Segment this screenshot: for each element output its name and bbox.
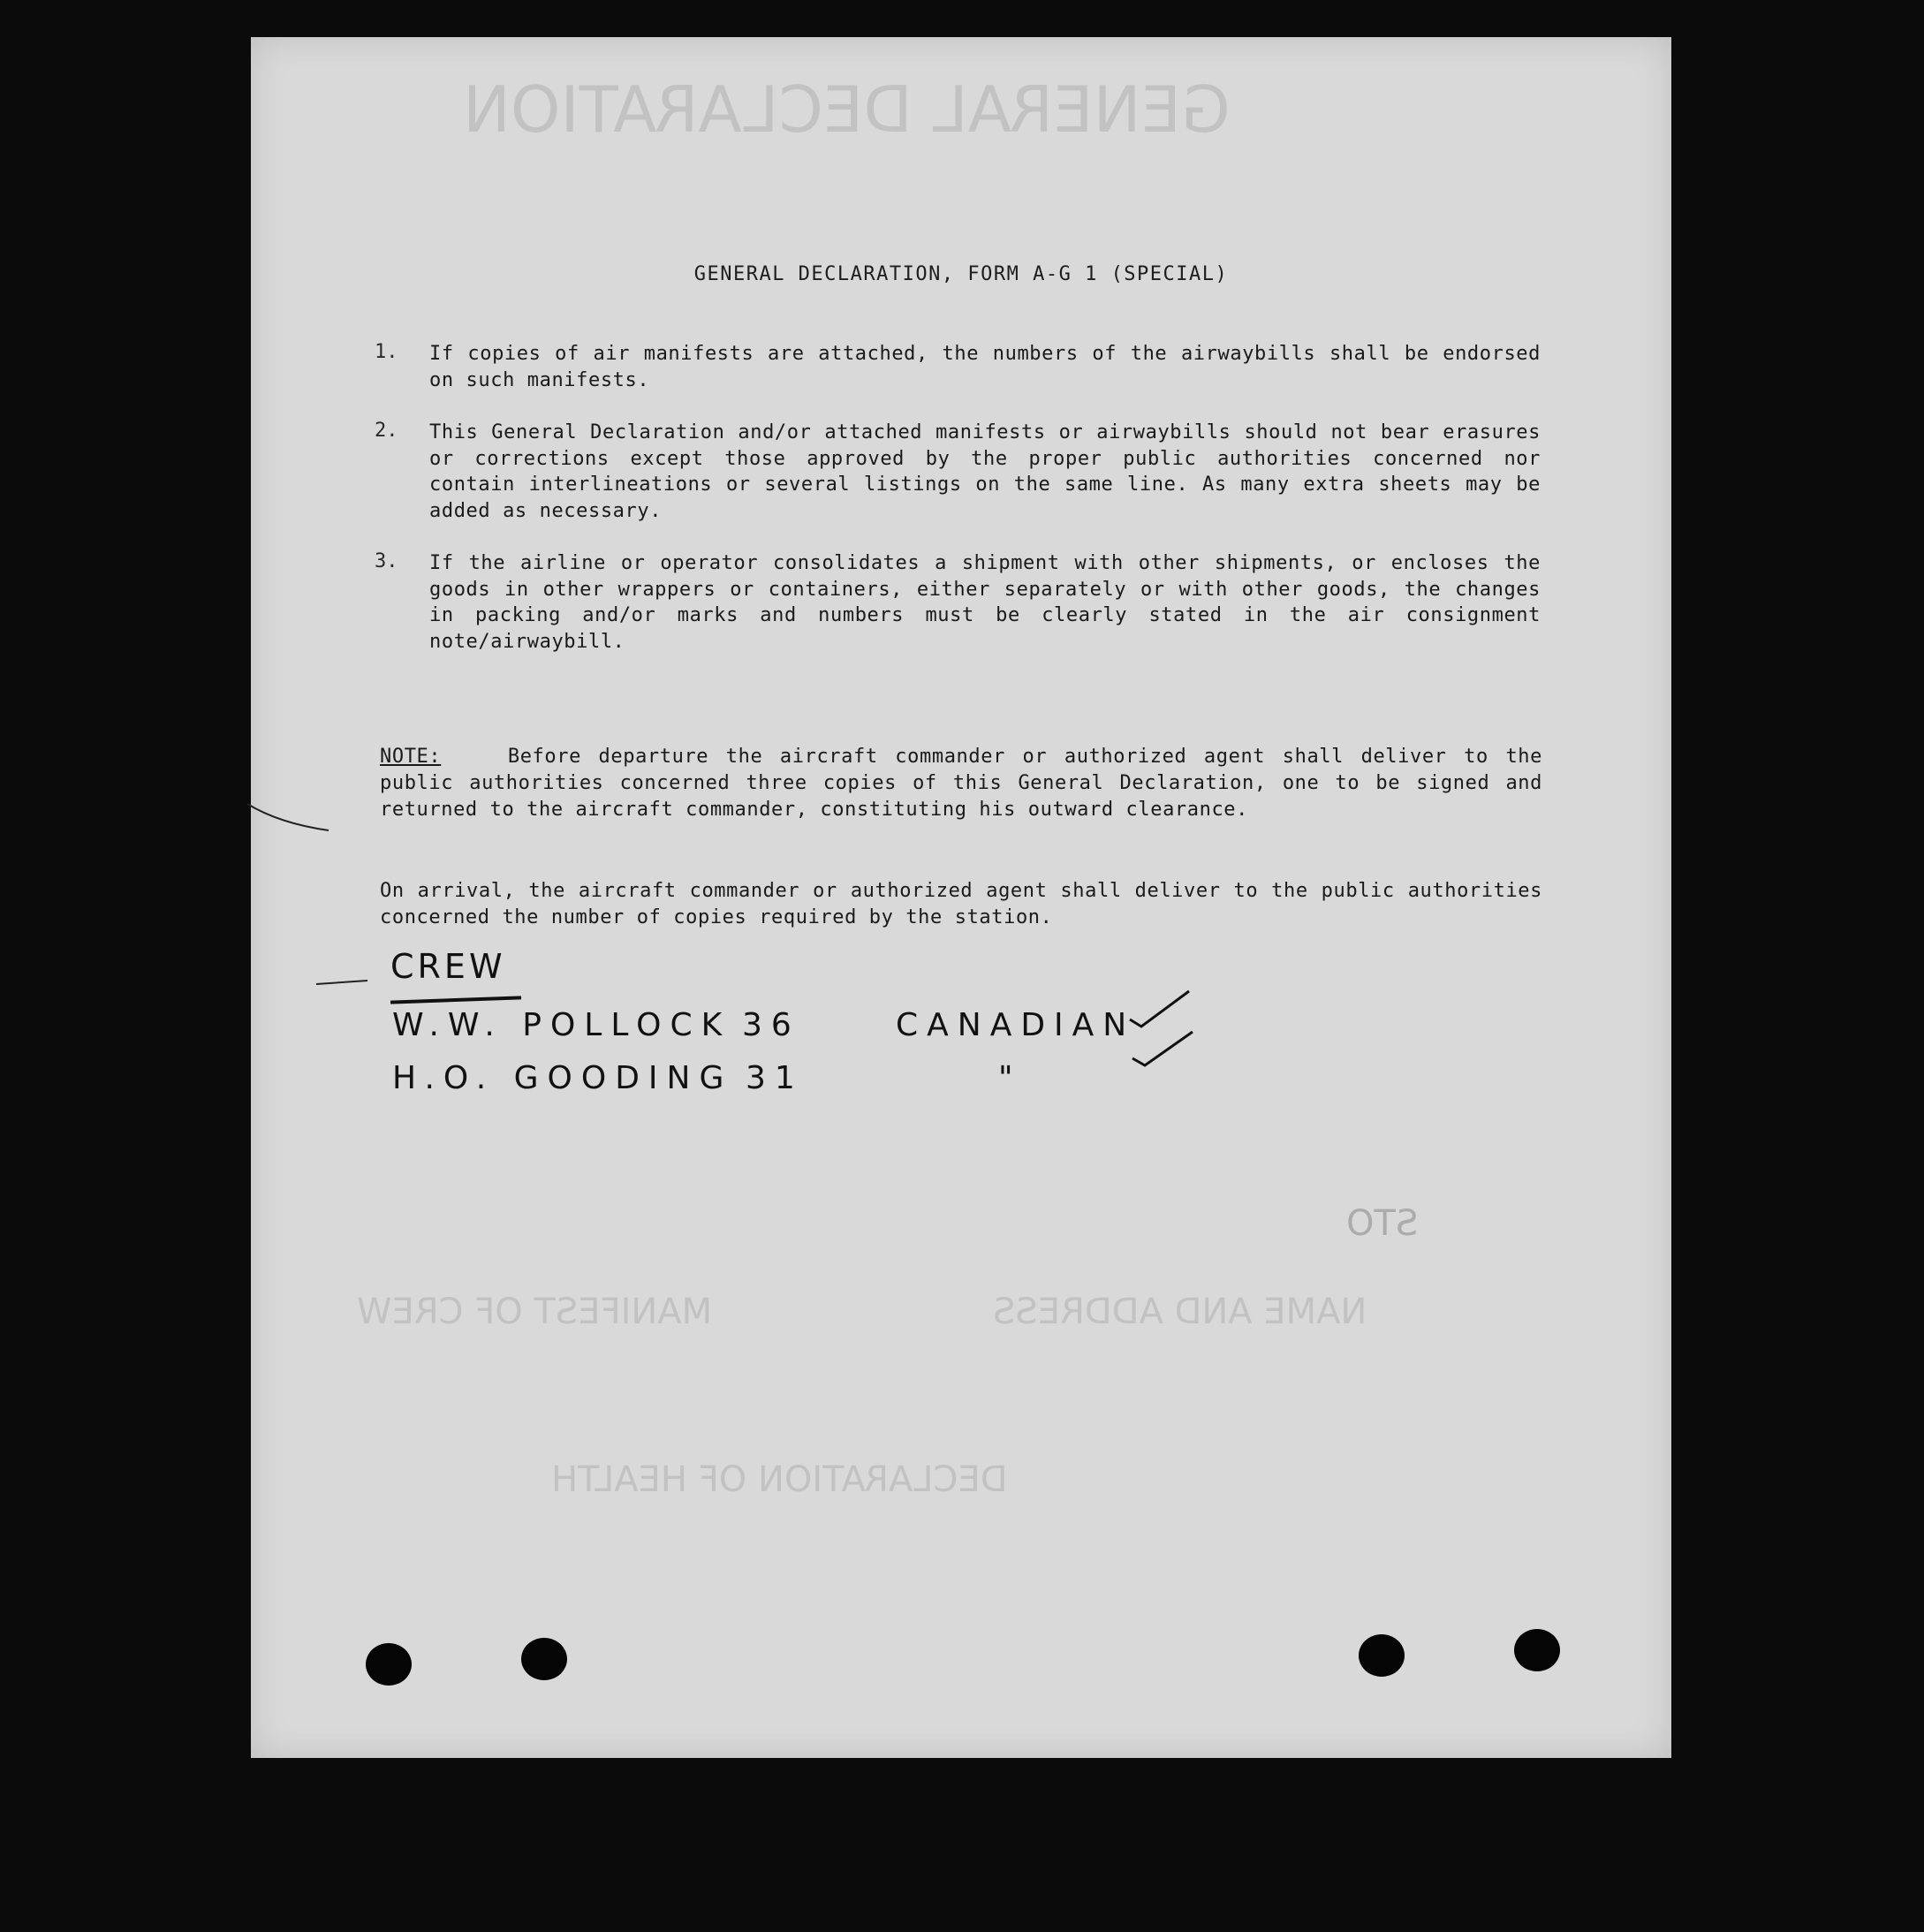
page-title: GENERAL DECLARATION, FORM A-G 1 (SPECIAL): [693, 263, 1229, 285]
bleed-through-mark: MANIFEST OF CREW: [357, 1292, 713, 1332]
item-text: This General Declaration and/or attached manifests or airwaybills should not bear erasures or corrections except those approved by the proper public authorities concerned nor contain interlineations or several listings on the same line. As many extra sheets may be added as necessary.: [429, 421, 1541, 522]
pen-stroke-mark: [313, 974, 383, 991]
note-paragraph: [380, 744, 1542, 823]
punch-hole: [1359, 1634, 1405, 1677]
crew-nationality: CANADIAN: [896, 1007, 1136, 1043]
punch-hole: [1514, 1629, 1560, 1671]
bleed-through-mark: NAME AND ADDRESS: [993, 1292, 1367, 1332]
crew-underline: [390, 996, 521, 1004]
item-text: If copies of air manifests are attached, the numbers of the airwaybills shall be endorsed on such manifests.: [429, 343, 1541, 391]
list-item: [375, 550, 1541, 655]
bleed-through-mark: DECLARATION OF HEALTH: [551, 1459, 1008, 1500]
crew-name: H.O. GOODING: [392, 1060, 733, 1096]
item-text: If the airline or operator consolidates a shipment with other shipments, or encloses the goods in other wrappers or containers, either separately or with other goods, the changes in packing and/or marks and numbers must be clearly stated in the air consignment note/airwaybill.: [429, 552, 1541, 653]
crew-name: W.W. POLLOCK: [392, 1007, 731, 1043]
crew-age: 36: [742, 1007, 800, 1043]
check-mark-icon: [1125, 956, 1223, 1071]
punch-hole: [366, 1643, 412, 1686]
crew-heading: CREW: [390, 947, 506, 986]
note-label: NOTE:: [380, 746, 442, 768]
crew-nationality: ": [998, 1060, 1022, 1096]
arrival-paragraph: On arrival, the aircraft commander or authorized agent shall deliver to the public authorities concerned the number of copies required by the station.: [380, 880, 1542, 928]
list-item: [375, 420, 1541, 524]
punch-hole: [521, 1638, 567, 1680]
crew-age: 31: [746, 1060, 804, 1096]
note-text: Before departure the aircraft commander or authorized agent shall deliver to the public authorities concerned three copies of this General Declaration, one to be signed and returned to the aircraft commander, constituting his outward clearance.: [380, 746, 1542, 821]
bleed-through-mark: STO: [1346, 1203, 1419, 1244]
list-item: [375, 341, 1541, 393]
bleed-through-mark: GENERAL DECLARATION: [463, 72, 1231, 147]
item-number: 2.: [375, 420, 398, 442]
instruction-list: [375, 341, 1541, 681]
pen-stroke-mark: [244, 797, 350, 841]
document-page: [251, 37, 1671, 1758]
item-number: 3.: [375, 550, 398, 572]
item-number: 1.: [375, 341, 398, 363]
